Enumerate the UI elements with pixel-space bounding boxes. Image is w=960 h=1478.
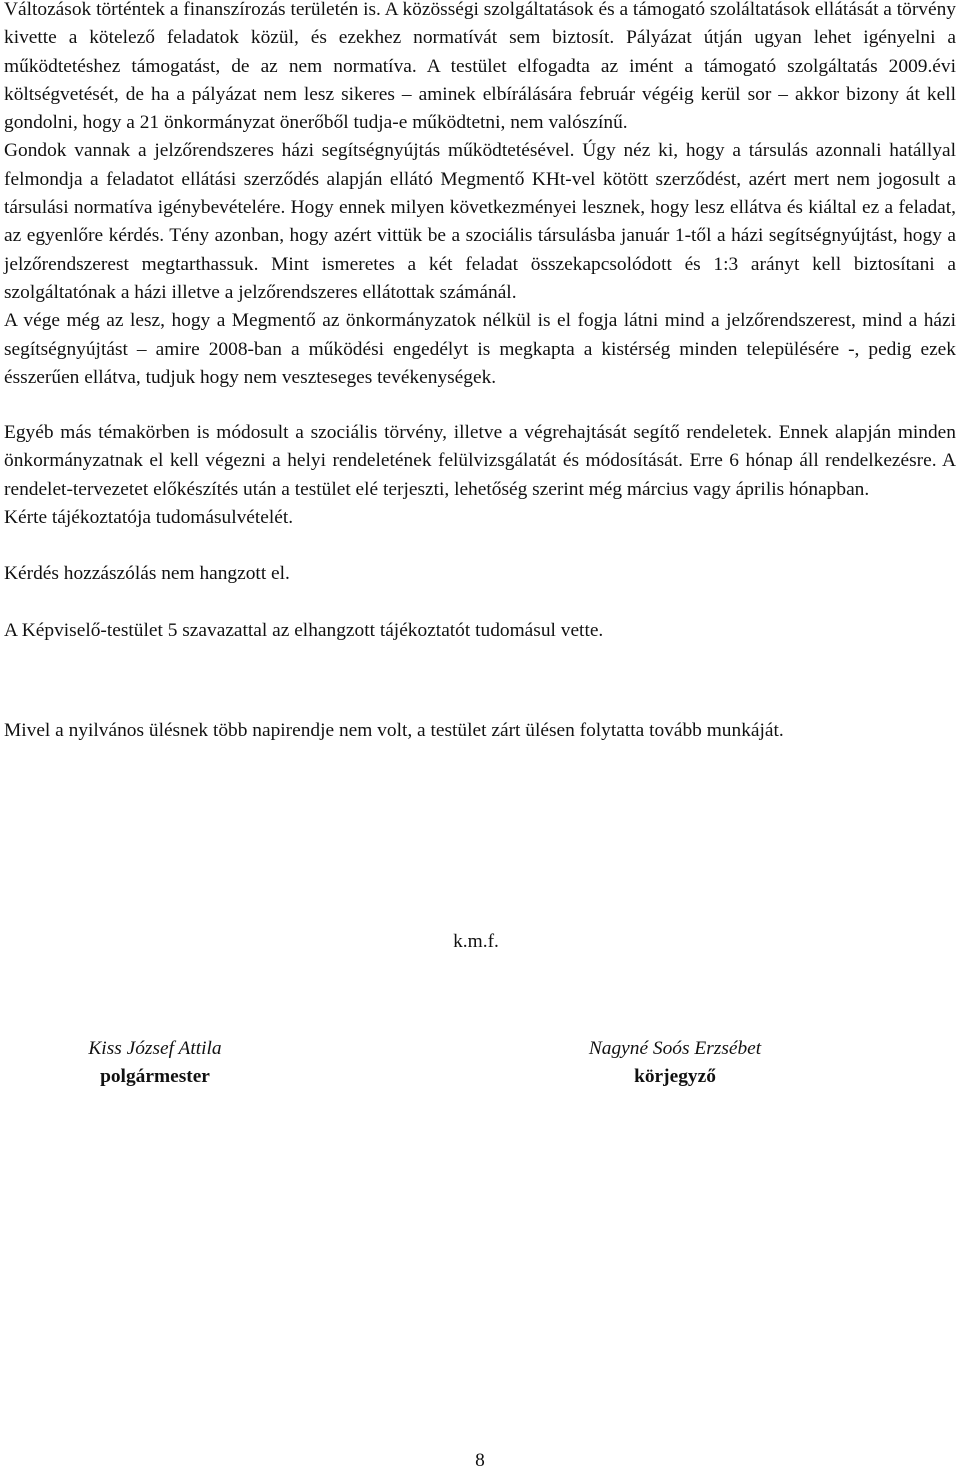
spacer [4,589,956,617]
signature-role: körjegyző [634,1066,716,1088]
signature-name: Nagyné Soós Erzsébet [588,1038,762,1059]
paragraph-no-questions: Kérdés hozzászólás nem hangzott el. [4,563,290,585]
document-body [4,0,956,745]
paragraph-alarm-system: Gondok vannak a jelzőrendszeres házi segítségnyújtás működtetésével. Úgy néz ki, hogy a társulás azonnali hatállyal felmondja a feladatot ellátási szerződés alapján ellátó Megmentő KHt-vel kötött szerződést, azért mert nem jogosult a társulási normatíva igénybevételére. Hogy ennek milyen következményei lesznek, hogy lesz ellátva és kiáltal ez a feladat, az egyenlőre kérdés. Tény azonban, hogy azért vittük be a szociális társulásba január 1-től a házi segítségnyújtást, hogy a jelzőrendszerest megtarthassuk. Mint ismeretes a két feladat összekapcsolódott és 1:3 arányt kell biztosítani a szolgáltatónak a házi illetve a jelzőrendszeres ellátottak számánál. [4,140,956,303]
page-number: 8 [475,1450,485,1471]
spacer [4,392,956,419]
paragraph-outcome: A vége még az lesz, hogy a Megmentő az önkormányzatok nélkül is el fogja látni mind a jelzőrendszerest, mind a házi segítségnyújtást – amire 2008-ban a működési engedélyt is megkapta a kistérség minden településére -, pedig ezek ésszerűen ellátva, tudjuk hogy nem veszteseges tevékenységek. [4,310,956,388]
paragraph-closing: Mivel a nyilvános ülésnek több napirendje nem volt, a testület zárt ülésen folytatta tovább munkáját. [4,719,784,741]
signature-mayor [40,1035,270,1092]
signature-role: polgármester [100,1066,210,1088]
spacer [4,532,956,560]
paragraph-resolution: A Képviselő-testület 5 szavazattal az elhangzott tájékoztatót tudomásul vette. [4,619,604,641]
paragraph-financing: Változások történtek a finanszírozás területén is. A közösségi szolgáltatások és a támogató szoláltatások ellátását a törvény kivette a kötelező feladatok közül, és ezekhez normatívát sem biztosít. Pályázat útján ugyan lehet igényelni a működtetéshez támogatást, de az nem normatíva. A testület elfogadta az imént a támogató szolgáltatás 2009.évi költségvetését, de ha a pályázat nem lesz sikeres – aminek elbírálására február végéig kerül sor – akkor bizony át kell gondolni, hogy a 21 önkormányzat önerőből tudja-e működtetni, nem valószínű. [4,0,956,134]
spacer [4,645,956,717]
signature-notary [525,1035,825,1092]
signature-name: Kiss József Attila [88,1038,222,1059]
paragraph-social-law: Egyéb más témakörben is módosult a szociális törvény, illetve a végrehajtását segítő rendeletek. Ennek alapján minden önkormányzatnak el kell végezni a helyi rendeletének felülvizsgálatát és módosítását. Erre 6 hónap áll rendelkezésre. A rendelet-tervezetet előkészítés után a testület elé terjeszti, lehetőség szerint még március vagy április hónapban. [4,422,956,500]
paragraph-request: Kérte tájékoztatója tudomásulvételét. [4,507,294,529]
kmf-mark: k.m.f. [453,931,499,952]
